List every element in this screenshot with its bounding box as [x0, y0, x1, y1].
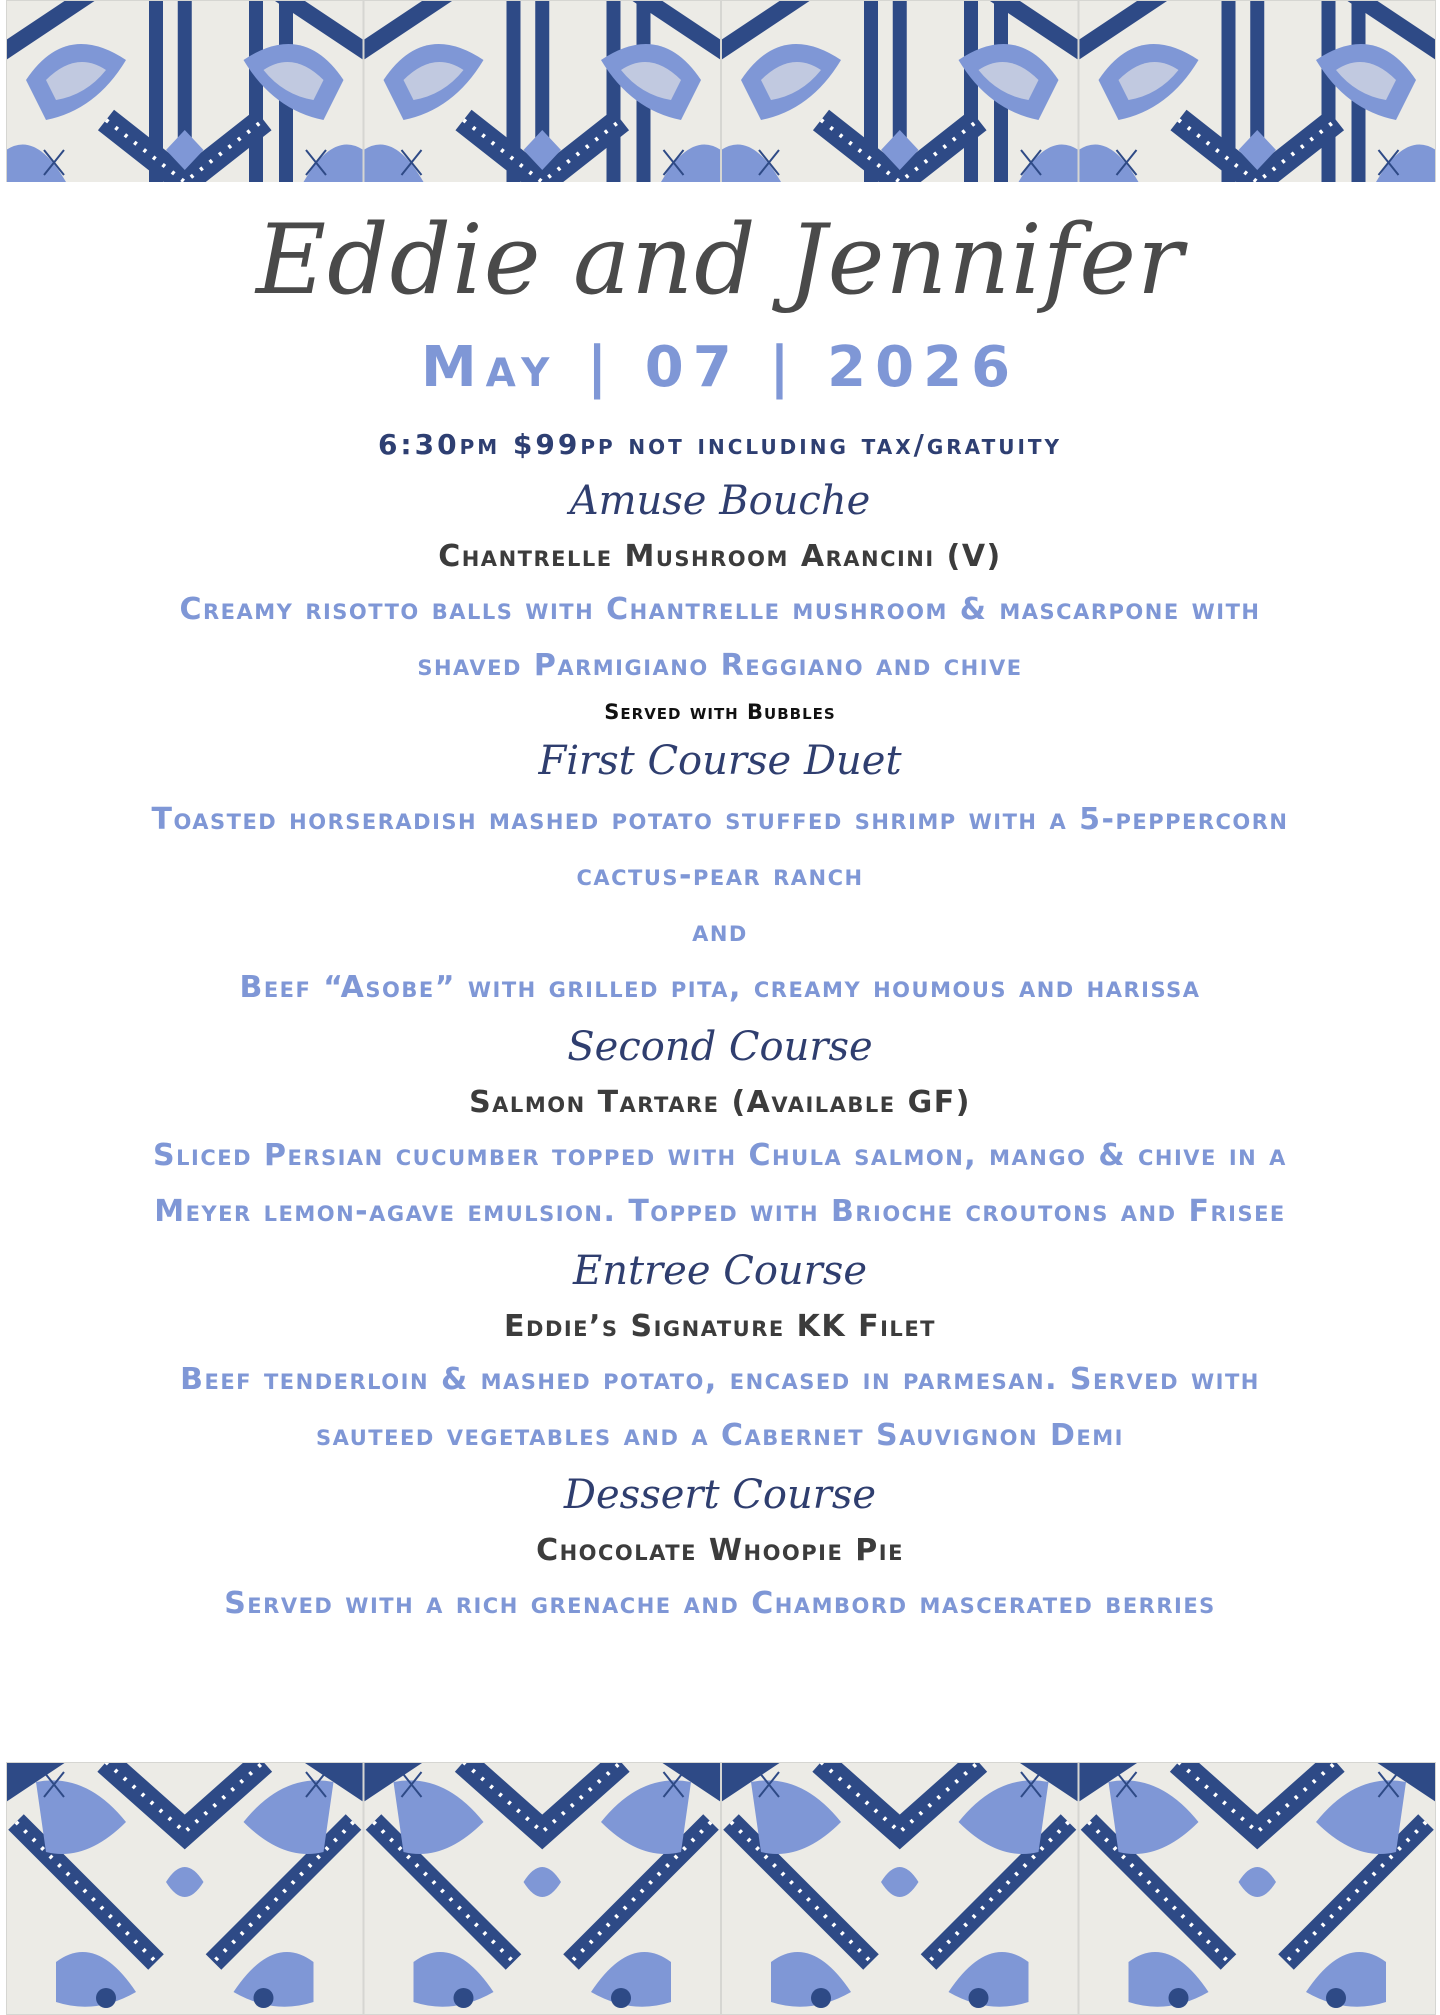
dish-name: Salmon Tartare (Available GF) [469, 1085, 971, 1120]
dish-description: Beef “Asobe” with grilled pita, creamy houmous and harissa [239, 970, 1201, 1005]
dish-description: Beef tenderloin & mashed potato, encased in parmesan. Served with [180, 1362, 1260, 1397]
couple-names: Eddie and Jennifer [256, 204, 1184, 316]
second-course-section [0, 1016, 1440, 1240]
dish-description: sauteed vegetables and a Cabernet Sauvignon Demi [316, 1418, 1124, 1453]
amuse-bouche-section [0, 470, 1440, 730]
dish-description: shaved Parmigiano Reggiano and chive [417, 648, 1023, 683]
dish-description: Meyer lemon-agave emulsion. Topped with Brioche croutons and Frisee [154, 1194, 1286, 1229]
pricing-line: 6:30pm $99pp not including tax/gratuity [377, 428, 1063, 461]
dish-description: Toasted horseradish mashed potato stuffed shrimp with a 5-peppercorn [151, 802, 1289, 837]
dish-name: Eddie’s Signature KK Filet [504, 1309, 936, 1344]
entree-course-section [0, 1240, 1440, 1464]
duet-joiner: and [692, 914, 748, 949]
menu-body [0, 190, 1440, 1632]
top-tile-pattern [6, 0, 1436, 182]
course-title: Amuse Bouche [569, 478, 871, 524]
dish-description: Served with a rich grenache and Chambord mascerated berries [224, 1586, 1216, 1621]
dish-name: Chocolate Whoopie Pie [536, 1533, 904, 1568]
course-title: Entree Course [573, 1248, 867, 1294]
event-date: May | 07 | 2026 [420, 335, 1020, 400]
dish-name: Chantrelle Mushroom Arancini (V) [438, 539, 1002, 574]
course-title: Second Course [567, 1024, 873, 1070]
bottom-tile-pattern [6, 1762, 1436, 2015]
course-title: Dessert Course [563, 1472, 877, 1518]
dish-description: cactus-pear ranch [576, 858, 864, 893]
dessert-course-section [0, 1464, 1440, 1632]
wine-pairing: Served with Bubbles [604, 700, 836, 724]
course-title: First Course Duet [538, 738, 902, 784]
first-course-section [0, 730, 1440, 1016]
top-tile-border [6, 0, 1436, 182]
dish-description: Creamy risotto balls with Chantrelle mushroom & mascarpone with [179, 592, 1261, 627]
bottom-tile-border [6, 1762, 1436, 2015]
dish-description: Sliced Persian cucumber topped with Chula salmon, mango & chive in a [153, 1138, 1287, 1173]
